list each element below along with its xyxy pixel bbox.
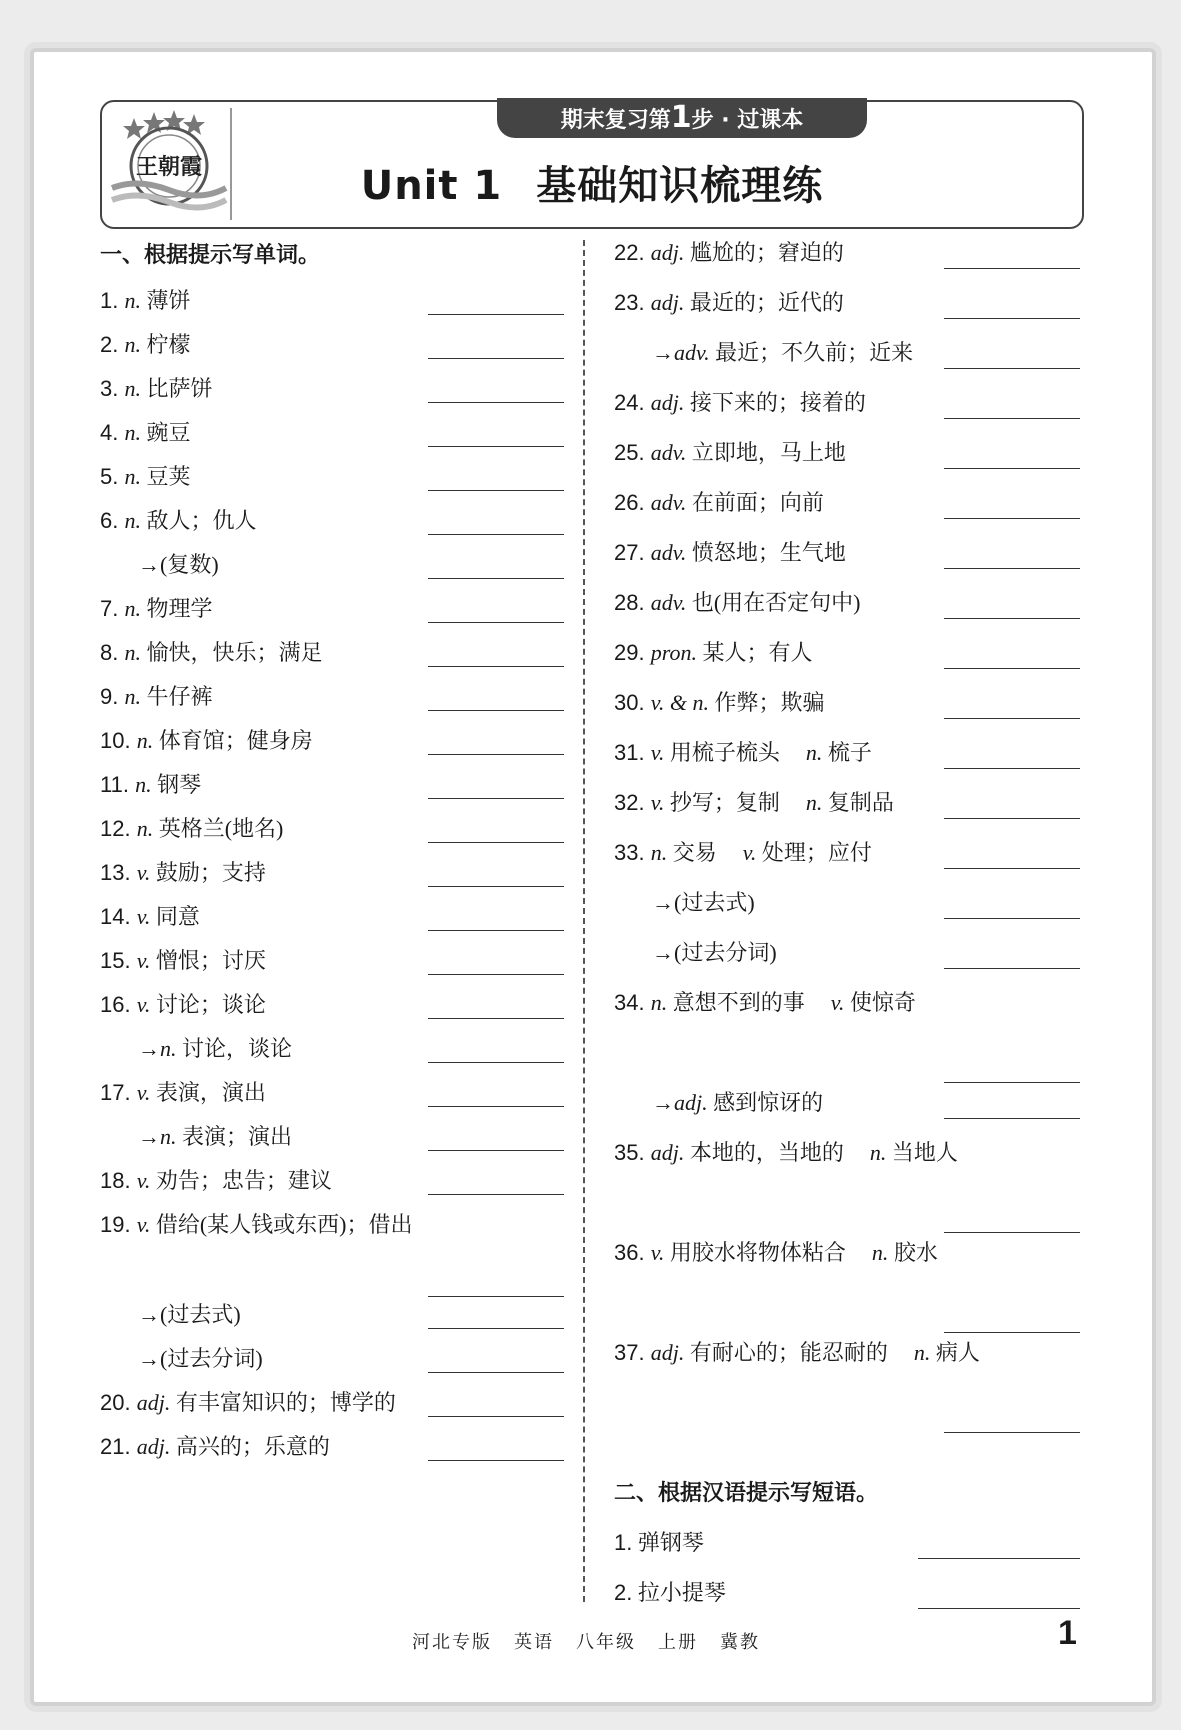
part-of-speech-secondary: n. xyxy=(805,740,823,765)
list-item xyxy=(652,336,913,370)
tab-text-right: 步 · 过课本 xyxy=(691,108,804,133)
part-of-speech: adj. xyxy=(136,1434,171,1459)
part-of-speech: n. xyxy=(124,464,141,489)
part-of-speech: adj. xyxy=(650,290,685,315)
part-of-speech-secondary: v. xyxy=(830,990,845,1015)
page-title xyxy=(102,154,1082,211)
item-number: 37. xyxy=(614,1340,651,1365)
item-number: 15. xyxy=(100,948,137,973)
answer-blank[interactable] xyxy=(944,418,1080,419)
item-meaning: →(复数) xyxy=(138,552,219,577)
item-meaning: 某人；有人 xyxy=(696,640,813,665)
list-item xyxy=(138,548,219,582)
item-number: 23. xyxy=(614,290,651,315)
column-divider xyxy=(583,240,585,1602)
answer-blank[interactable] xyxy=(428,358,564,359)
list-item xyxy=(614,1136,958,1170)
header-box xyxy=(100,100,1084,229)
tab-text-left: 期末复习第 xyxy=(560,108,671,133)
answer-blank[interactable] xyxy=(428,314,564,315)
item-number: 29. xyxy=(614,640,651,665)
answer-blank[interactable] xyxy=(428,446,564,447)
item-number: 13. xyxy=(100,860,137,885)
answer-blank[interactable] xyxy=(944,368,1080,369)
list-item xyxy=(614,1236,938,1270)
item-meaning: 豌豆 xyxy=(140,420,191,445)
item-meaning: 敌人；仇人 xyxy=(140,508,257,533)
answer-blank[interactable] xyxy=(944,668,1080,669)
item-number: 30. xyxy=(614,690,651,715)
item-meaning-secondary: 病人 xyxy=(930,1340,980,1365)
item-meaning: 英格兰(地名) xyxy=(153,816,284,841)
item-number: 20. xyxy=(100,1390,137,1415)
list-item xyxy=(100,1164,332,1198)
item-meaning-secondary: 梳子 xyxy=(822,740,872,765)
item-meaning: 憎恨；讨厌 xyxy=(150,948,266,973)
item-number: 2. xyxy=(100,332,125,357)
part-of-speech: v. xyxy=(136,1080,151,1105)
list-item xyxy=(652,936,777,970)
item-number: 12. xyxy=(100,816,137,841)
part-of-speech: n. xyxy=(650,840,668,865)
item-meaning: 尴尬的；窘迫的 xyxy=(684,240,844,265)
answer-blank[interactable] xyxy=(428,1416,564,1417)
answer-blank[interactable] xyxy=(944,1332,1080,1333)
item-number: 33. xyxy=(614,840,651,865)
tab-step-number: 1 xyxy=(670,100,692,135)
list-item xyxy=(100,460,190,494)
part-of-speech: n. xyxy=(124,596,141,621)
part-of-speech: v. xyxy=(650,740,665,765)
answer-blank[interactable] xyxy=(428,402,564,403)
list-item xyxy=(614,736,872,770)
answer-blank[interactable] xyxy=(944,868,1080,869)
item-meaning: 表演，演出 xyxy=(150,1080,266,1105)
item-meaning: 愤怒地；生气地 xyxy=(686,540,846,565)
answer-blank[interactable] xyxy=(428,1460,564,1461)
list-item xyxy=(138,1032,292,1066)
footer-edition: 河北专版 xyxy=(412,1632,492,1652)
list-item xyxy=(100,636,322,670)
part-of-speech: →n. xyxy=(138,1036,177,1061)
list-item xyxy=(100,1430,330,1464)
item-meaning: 在前面；向前 xyxy=(686,490,824,515)
part-of-speech: v. xyxy=(136,948,151,973)
answer-blank[interactable] xyxy=(944,968,1080,969)
logo-signature: 王朝霞 xyxy=(135,154,203,180)
item-number: 35. xyxy=(614,1140,651,1165)
answer-blank[interactable] xyxy=(944,818,1080,819)
item-meaning: 有耐心的；能忍耐的 xyxy=(684,1340,888,1365)
answer-blank[interactable] xyxy=(944,1118,1080,1119)
item-number: 3. xyxy=(100,376,125,401)
item-meaning: 最近的；近代的 xyxy=(684,290,844,315)
list-item xyxy=(614,236,844,270)
item-number: 16. xyxy=(100,992,137,1017)
part-of-speech: adj. xyxy=(650,390,685,415)
item-number: 4. xyxy=(100,420,125,445)
item-meaning: 抄写；复制 xyxy=(664,790,780,815)
part-of-speech: v. xyxy=(136,860,151,885)
item-meaning: 讨论；谈论 xyxy=(150,992,266,1017)
list-item xyxy=(614,536,846,570)
list-item xyxy=(100,1208,413,1242)
footer-subject: 英语 xyxy=(514,1632,554,1652)
section-heading-2: 二、根据汉语提示写短语。 xyxy=(614,1480,879,1505)
item-meaning: 高兴的；乐意的 xyxy=(170,1434,330,1459)
answer-blank[interactable] xyxy=(428,1106,564,1107)
answer-blank[interactable] xyxy=(944,518,1080,519)
answer-blank[interactable] xyxy=(944,1432,1080,1433)
answer-blank[interactable] xyxy=(428,1296,564,1297)
footer-publisher: 冀教 xyxy=(720,1632,760,1652)
item-number: 27. xyxy=(614,540,651,565)
part-of-speech: →adj. xyxy=(652,1090,708,1115)
part-of-speech: v. xyxy=(136,1168,151,1193)
part-of-speech: →n. xyxy=(138,1124,177,1149)
part-of-speech: v. xyxy=(650,790,665,815)
part-of-speech-secondary: n. xyxy=(871,1240,889,1265)
part-of-speech: n. xyxy=(124,332,141,357)
answer-blank[interactable] xyxy=(428,1328,564,1329)
list-item xyxy=(138,1298,241,1332)
page-number: 1 xyxy=(1058,1614,1077,1652)
part-of-speech-secondary: v. xyxy=(742,840,757,865)
part-of-speech: n. xyxy=(124,420,141,445)
item-number: 2. xyxy=(614,1580,633,1605)
answer-blank[interactable] xyxy=(428,798,564,799)
answer-blank[interactable] xyxy=(428,1062,564,1063)
item-number: 5. xyxy=(100,464,125,489)
footer-info xyxy=(412,1628,782,1654)
part-of-speech: adv. xyxy=(650,540,687,565)
item-meaning: 同意 xyxy=(150,904,200,929)
item-meaning: 用梳子梳头 xyxy=(664,740,780,765)
part-of-speech: adj. xyxy=(136,1390,171,1415)
answer-blank[interactable] xyxy=(944,1082,1080,1083)
answer-blank[interactable] xyxy=(944,568,1080,569)
list-item xyxy=(652,886,755,920)
list-item xyxy=(100,416,190,450)
part-of-speech: adj. xyxy=(650,240,685,265)
list-item xyxy=(100,504,256,538)
list-item xyxy=(100,768,201,802)
list-item xyxy=(614,586,861,620)
list-item xyxy=(100,284,190,318)
answer-blank[interactable] xyxy=(918,1608,1080,1609)
part-of-speech: n. xyxy=(136,728,154,753)
list-item xyxy=(614,436,846,470)
item-meaning: 讨论，谈论 xyxy=(176,1036,293,1061)
part-of-speech-secondary: n. xyxy=(913,1340,931,1365)
item-number: 6. xyxy=(100,508,125,533)
item-meaning-secondary: 当地人 xyxy=(886,1140,958,1165)
part-of-speech-secondary: n. xyxy=(805,790,823,815)
item-meaning-secondary: 处理；应付 xyxy=(756,840,872,865)
answer-blank[interactable] xyxy=(428,1018,564,1019)
item-meaning: 薄饼 xyxy=(140,288,191,313)
item-meaning: →(过去分词) xyxy=(652,940,777,965)
item-meaning: →(过去分词) xyxy=(138,1346,263,1371)
part-of-speech: adv. xyxy=(650,590,687,615)
item-meaning: 接下来的；接着的 xyxy=(684,390,866,415)
item-meaning: 钢琴 xyxy=(151,772,202,797)
answer-blank[interactable] xyxy=(428,490,564,491)
part-of-speech: adv. xyxy=(650,490,687,515)
part-of-speech: v. xyxy=(650,1240,665,1265)
list-item xyxy=(100,1076,266,1110)
list-item xyxy=(614,636,812,670)
unit-label: Unit 1 xyxy=(360,163,503,209)
item-meaning: →(过去式) xyxy=(138,1302,241,1327)
item-meaning-secondary: 使惊奇 xyxy=(844,990,916,1015)
list-item xyxy=(100,1386,396,1420)
item-number: 17. xyxy=(100,1080,137,1105)
list-item xyxy=(100,680,212,714)
part-of-speech: n. xyxy=(136,816,154,841)
item-number: 1. xyxy=(614,1530,633,1555)
answer-blank[interactable] xyxy=(428,842,564,843)
item-number: 11. xyxy=(100,772,136,797)
list-item xyxy=(138,1120,292,1154)
item-number: 18. xyxy=(100,1168,137,1193)
part-of-speech: n. xyxy=(650,990,668,1015)
section-heading: 一、根据提示写单词。 xyxy=(100,242,321,267)
item-meaning: 物理学 xyxy=(140,596,213,621)
part-of-speech: n. xyxy=(124,684,141,709)
part-of-speech: v. xyxy=(136,1212,151,1237)
item-meaning: 感到惊讶的 xyxy=(707,1090,824,1115)
answer-blank[interactable] xyxy=(428,666,564,667)
list-item xyxy=(100,724,313,758)
review-tab xyxy=(497,98,867,138)
item-number: 19. xyxy=(100,1212,137,1237)
list-item xyxy=(100,592,212,626)
item-number: 28. xyxy=(614,590,651,615)
list-item xyxy=(100,328,190,362)
item-number: 21. xyxy=(100,1434,137,1459)
phrase-item xyxy=(614,1576,726,1610)
item-number: 36. xyxy=(614,1240,651,1265)
part-of-speech: v. xyxy=(136,904,151,929)
list-item xyxy=(100,900,200,934)
answer-blank[interactable] xyxy=(428,622,564,623)
phrase-meaning: 拉小提琴 xyxy=(632,1580,726,1605)
answer-blank[interactable] xyxy=(428,1194,564,1195)
list-item xyxy=(138,1342,263,1376)
list-item xyxy=(614,1336,980,1370)
list-item xyxy=(614,836,872,870)
item-meaning: 作弊；欺骗 xyxy=(708,690,825,715)
item-meaning: 鼓励；支持 xyxy=(150,860,266,885)
item-number: 22. xyxy=(614,240,651,265)
item-number: 31. xyxy=(614,740,651,765)
item-number: 7. xyxy=(100,596,125,621)
item-meaning: 牛仔裤 xyxy=(140,684,213,709)
item-meaning: 豆荚 xyxy=(140,464,191,489)
item-meaning-secondary: 复制品 xyxy=(822,790,894,815)
answer-blank[interactable] xyxy=(428,710,564,711)
item-meaning: 体育馆；健身房 xyxy=(153,728,313,753)
list-item xyxy=(652,1086,823,1120)
item-meaning: 立即地，马上地 xyxy=(686,440,846,465)
item-meaning: 意想不到的事 xyxy=(667,990,805,1015)
item-meaning: 本地的，当地的 xyxy=(684,1140,844,1165)
part-of-speech: adj. xyxy=(650,1140,685,1165)
footer-volume: 上册 xyxy=(658,1632,698,1652)
item-meaning: 比萨饼 xyxy=(140,376,213,401)
answer-blank[interactable] xyxy=(428,974,564,975)
list-item xyxy=(100,944,266,978)
answer-blank[interactable] xyxy=(918,1558,1080,1559)
item-meaning: 交易 xyxy=(667,840,717,865)
list-item xyxy=(614,786,894,820)
list-item xyxy=(614,386,866,420)
answer-blank[interactable] xyxy=(944,918,1080,919)
part-of-speech: v. xyxy=(136,992,151,1017)
part-of-speech: v. & n. xyxy=(650,690,709,715)
part-of-speech: n. xyxy=(124,376,141,401)
item-meaning: →(过去式) xyxy=(652,890,755,915)
item-number: 9. xyxy=(100,684,125,709)
answer-blank[interactable] xyxy=(944,268,1080,269)
part-of-speech: n. xyxy=(124,288,141,313)
answer-blank[interactable] xyxy=(944,618,1080,619)
answer-blank[interactable] xyxy=(944,318,1080,319)
footer-grade: 八年级 xyxy=(576,1632,636,1652)
list-item xyxy=(100,988,266,1022)
part-of-speech: n. xyxy=(124,508,141,533)
item-meaning: 也(用在否定句中) xyxy=(686,590,861,615)
item-number: 25. xyxy=(614,440,651,465)
list-item xyxy=(100,856,266,890)
answer-blank[interactable] xyxy=(944,768,1080,769)
list-item xyxy=(100,812,283,846)
title-text: 基础知识梳理练 xyxy=(536,163,824,209)
list-item xyxy=(614,486,824,520)
answer-blank[interactable] xyxy=(428,578,564,579)
answer-blank[interactable] xyxy=(428,534,564,535)
part-of-speech: pron. xyxy=(650,640,697,665)
item-number: 8. xyxy=(100,640,125,665)
part-of-speech: n. xyxy=(135,772,152,797)
item-meaning: 用胶水将物体粘合 xyxy=(664,1240,846,1265)
item-meaning: 愉快，快乐；满足 xyxy=(140,640,323,665)
list-item xyxy=(614,686,824,720)
phrase-item xyxy=(614,1526,704,1560)
part-of-speech: adj. xyxy=(650,1340,685,1365)
item-meaning-secondary: 胶水 xyxy=(888,1240,938,1265)
list-item xyxy=(614,286,844,320)
answer-blank[interactable] xyxy=(428,1150,564,1151)
item-number: 14. xyxy=(100,904,137,929)
item-meaning: 劝告；忠告；建议 xyxy=(150,1168,332,1193)
part-of-speech: →adv. xyxy=(652,340,710,365)
answer-blank[interactable] xyxy=(944,468,1080,469)
answer-blank[interactable] xyxy=(428,754,564,755)
item-meaning: 借给(某人钱或东西)；借出 xyxy=(150,1212,413,1237)
item-meaning: 有丰富知识的；博学的 xyxy=(170,1390,396,1415)
answer-blank[interactable] xyxy=(428,930,564,931)
item-number: 32. xyxy=(614,790,651,815)
item-meaning: 柠檬 xyxy=(140,332,191,357)
item-meaning: 最近；不久前；近来 xyxy=(709,340,914,365)
item-number: 34. xyxy=(614,990,651,1015)
part-of-speech-secondary: n. xyxy=(869,1140,887,1165)
list-item xyxy=(100,372,212,406)
item-number: 10. xyxy=(100,728,137,753)
part-of-speech: adv. xyxy=(650,440,687,465)
item-number: 1. xyxy=(100,288,125,313)
item-number: 26. xyxy=(614,490,651,515)
phrase-meaning: 弹钢琴 xyxy=(632,1530,704,1555)
item-number: 24. xyxy=(614,390,651,415)
list-item xyxy=(614,986,916,1020)
item-meaning: 表演；演出 xyxy=(176,1124,293,1149)
answer-blank[interactable] xyxy=(944,718,1080,719)
part-of-speech: n. xyxy=(124,640,141,665)
answer-blank[interactable] xyxy=(428,1372,564,1373)
answer-blank[interactable] xyxy=(944,1232,1080,1233)
answer-blank[interactable] xyxy=(428,886,564,887)
